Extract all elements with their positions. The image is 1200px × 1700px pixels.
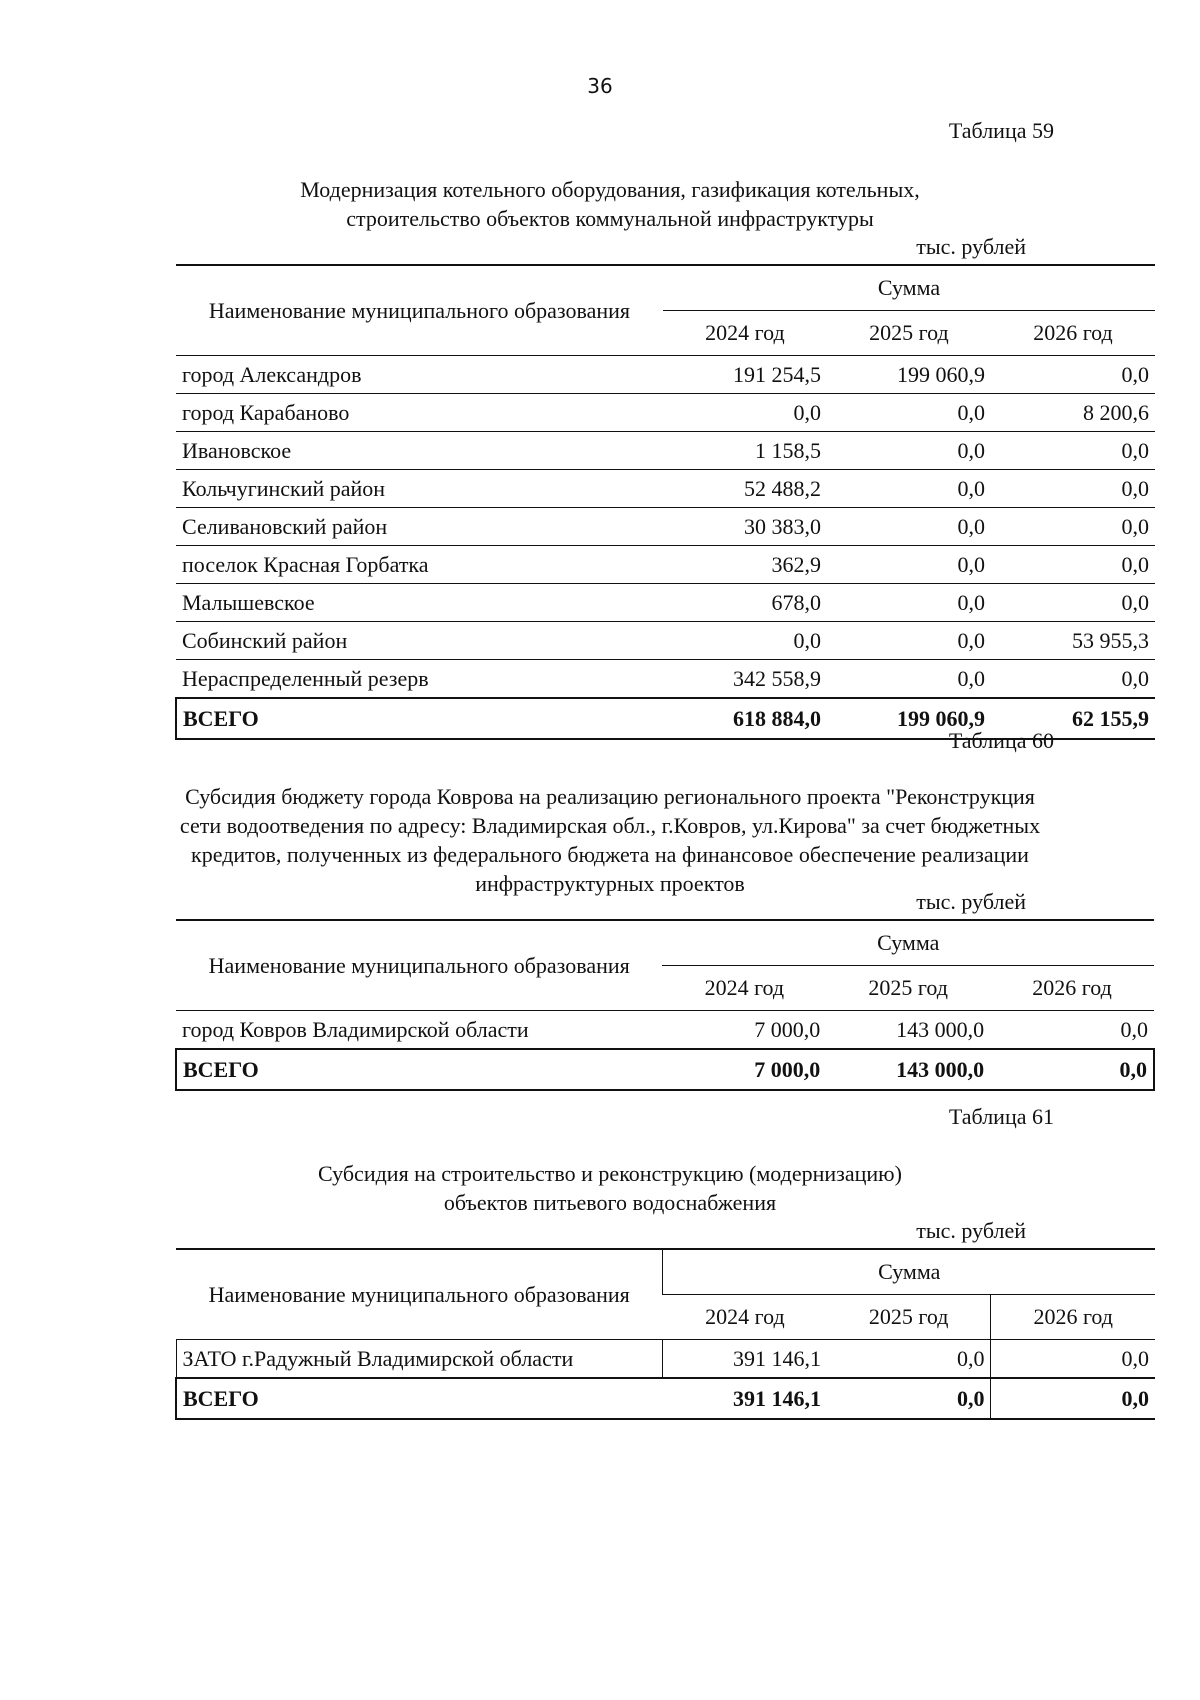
value-2024: 7 000,0 [662,1011,826,1050]
column-header-year: 2024 год [704,975,785,1000]
row-name: Кольчугинский район [176,470,663,508]
table-row [176,432,1155,470]
table-61 [175,1248,1155,1420]
column-header-year: 2025 год [869,320,949,345]
table-59-label: Таблица 59 [948,118,1054,143]
value-2025: 0,0 [827,432,991,470]
total-2025: 0,0 [827,1378,991,1419]
value-2025: 143 000,0 [826,1011,990,1050]
column-header-year: 2026 год [1032,975,1112,1000]
column-header-year: 2025 год [868,1304,949,1329]
value-2025: 0,0 [827,622,991,660]
table-row [176,546,1155,584]
value-2024: 342 558,9 [663,660,827,699]
total-label: ВСЕГО [176,1378,663,1419]
table-row [176,470,1155,508]
row-name: поселок Красная Горбатка [176,546,663,584]
total-2024: 7 000,0 [662,1049,826,1090]
row-name: ЗАТО г.Радужный Владимирской области [176,1340,663,1379]
row-name: город Александров [176,356,663,394]
row-name: Малышевское [176,584,663,622]
total-row [176,1049,1154,1090]
value-2026: 0,0 [990,1011,1154,1050]
total-2026: 0,0 [991,1378,1155,1419]
value-2026: 0,0 [991,660,1155,699]
table-row [176,1340,1155,1379]
value-2024: 30 383,0 [663,508,827,546]
table-59-title [160,175,1060,233]
value-2025: 0,0 [827,546,991,584]
table-row [176,508,1155,546]
total-2025: 143 000,0 [826,1049,990,1090]
row-name: Собинский район [176,622,663,660]
table-59 [175,264,1155,740]
column-header-name: Наименование муниципального образования [176,1249,663,1340]
row-name: город Ковров Владимирской области [176,1011,662,1050]
value-2026: 53 955,3 [991,622,1155,660]
value-2026: 0,0 [991,508,1155,546]
value-2026: 0,0 [991,470,1155,508]
value-2026: 0,0 [991,432,1155,470]
column-header-name: Наименование муниципального образования [176,920,662,1011]
column-header-year: 2024 год [705,320,785,345]
row-name: Селивановский район [176,508,663,546]
title-line: объектов питьевого водоснабжения [443,1190,777,1215]
value-2026: 0,0 [991,546,1155,584]
value-2025: 0,0 [827,470,991,508]
table-60 [175,919,1155,1091]
table-row [176,622,1155,660]
column-header-sum: Сумма [663,265,1155,311]
value-2025: 0,0 [827,394,991,432]
value-2024: 1 158,5 [663,432,827,470]
column-header-year: 2026 год [991,1295,1155,1340]
column-header-year: 2024 год [705,1304,785,1329]
value-2024: 678,0 [663,584,827,622]
column-header-year: 2025 год [868,975,948,1000]
value-2026: 0,0 [991,356,1155,394]
total-2026: 62 155,9 [991,698,1155,739]
total-2026: 0,0 [990,1049,1154,1090]
title-line: Модернизация котельного оборудования, газификация котельных, [300,177,920,202]
column-header-sum: Сумма [663,1249,1155,1295]
value-2025: 0,0 [827,1340,991,1379]
table-60-label: Таблица 60 [948,728,1054,753]
title-line: Субсидия бюджету города Коврова на реализацию регионального проекта "Реконструкция [185,784,1035,809]
value-2025: 0,0 [827,508,991,546]
table-row [176,1011,1154,1050]
value-2026: 8 200,6 [991,394,1155,432]
row-name: Нераспределенный резерв [176,660,663,699]
table-row [176,356,1155,394]
row-name: город Карабаново [176,394,663,432]
value-2025: 199 060,9 [827,356,991,394]
value-2024: 391 146,1 [663,1340,827,1379]
total-label: ВСЕГО [176,698,663,739]
title-line: кредитов, полученных из федерального бюджета на финансовое обеспечение реализации [191,842,1029,867]
page-number: 36 [587,74,613,98]
table-59-units: тыс. рублей [916,234,1026,259]
table-61-title [160,1159,1060,1217]
total-row [176,1378,1155,1419]
column-header-name: Наименование муниципального образования [176,265,663,356]
value-2026: 0,0 [991,1340,1155,1379]
value-2026: 0,0 [991,584,1155,622]
column-header-year: 2026 год [1033,320,1113,345]
table-row [176,394,1155,432]
title-line: сети водоотведения по адресу: Владимирская обл., г.Ковров, ул.Кирова" за счет бюджетных [179,813,1041,838]
title-line: строительство объектов коммунальной инфраструктуры [346,206,874,231]
title-line: инфраструктурных проектов [475,871,745,896]
value-2025: 0,0 [827,584,991,622]
table-row [176,584,1155,622]
value-2024: 191 254,5 [663,356,827,394]
value-2024: 52 488,2 [663,470,827,508]
value-2024: 0,0 [663,394,827,432]
value-2024: 362,9 [663,546,827,584]
table-60-units: тыс. рублей [916,889,1026,914]
table-61-label: Таблица 61 [948,1104,1054,1129]
total-label: ВСЕГО [176,1049,662,1090]
table-row [176,660,1155,699]
value-2025: 0,0 [827,660,991,699]
total-2024: 391 146,1 [663,1378,827,1419]
table-60-title [160,782,1060,898]
row-name: Ивановское [176,432,663,470]
table-61-units: тыс. рублей [916,1218,1026,1243]
total-2024: 618 884,0 [663,698,827,739]
total-2025: 199 060,9 [827,698,991,739]
title-line: Субсидия на строительство и реконструкцию (модернизацию) [318,1161,902,1186]
value-2024: 0,0 [663,622,827,660]
column-header-sum: Сумма [662,920,1154,966]
